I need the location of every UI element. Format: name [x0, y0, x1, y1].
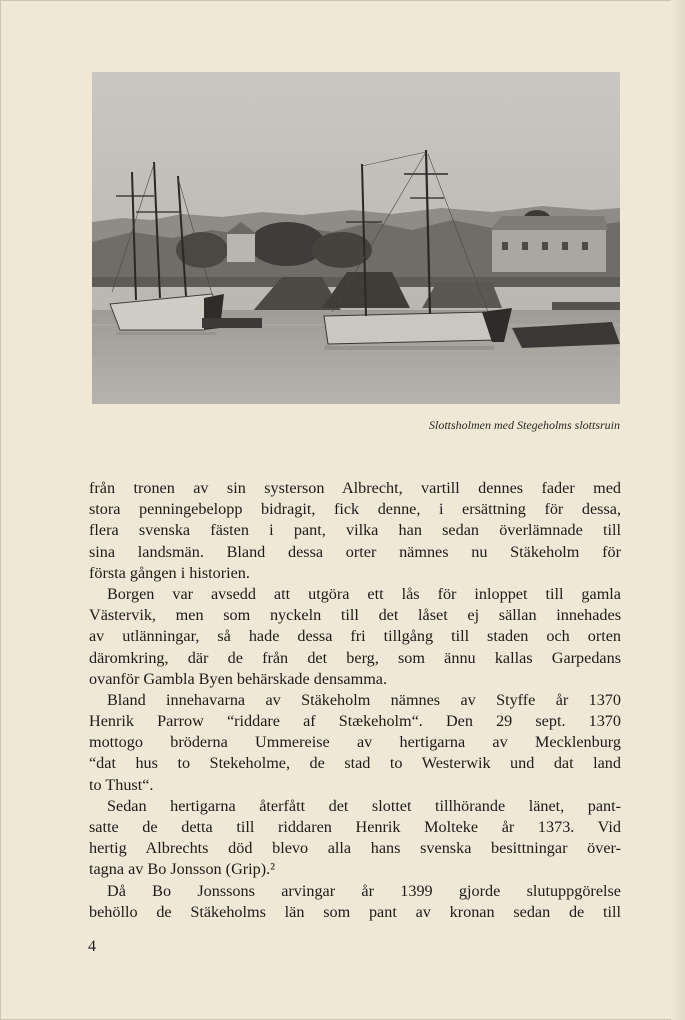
body-text-line: flera svenska fästen i pant, vilka han sedan överlämnade till [89, 521, 621, 540]
body-text-line: satte de detta till riddaren Henrik Molteke år 1373. Vid [89, 818, 621, 836]
body-text-line: Sedan hertigarna återfått det slottet tillhörande länet, pant- [107, 796, 621, 815]
body-text-line: Då Bo Jonssons arvingar år 1399 gjorde slutuppgörelse [107, 881, 621, 900]
body-text [89, 478, 621, 923]
body-text-line: hertig Albrechts död blevo alla hans svenska besittningar över- [89, 839, 621, 858]
body-text-line: däromkring, där de från det berg, som ännu kallas Garpedans [89, 648, 621, 667]
body-text-line: Västervik, men som nyckeln till det låset ej sällan innehades [89, 606, 621, 625]
body-text-line: tagna av Bo Jonsson (Grip).² [89, 860, 276, 879]
body-text-line: behöllo de Stäkeholms län som pant av kronan sedan de till [89, 902, 621, 921]
body-text-line: Borgen var avsedd att utgöra ett lås för inloppet till gamla [107, 584, 621, 603]
body-text-line: Henrik Parrow “riddare af Stækeholm“. Den 29 sept. 1370 [89, 712, 621, 731]
body-text-line: “dat hus to Stekeholme, de stad to Westerwik und dat land [89, 754, 621, 773]
body-text-line: stora penningebelopp bidragit, fick denne, i ersättning för dessa, [89, 500, 621, 519]
body-text-line: ovanför Gambla Byen behärskade densamma. [89, 669, 388, 688]
body-text-line: Bland innehavarna av Stäkeholm nämnes av Styffe år 1370 [107, 690, 621, 709]
page-number: 4 [88, 938, 96, 955]
body-text-line: av utlänningar, så hade dessa fri tillgång till staden och orten [89, 627, 621, 646]
harbor-photo-illustration [92, 72, 620, 404]
photo-caption: Slottsholmen med Stegeholms slottsruin [429, 418, 620, 432]
body-text-line: från tronen av sin systerson Albrecht, vartill dennes fader med [89, 479, 621, 497]
harbor-photograph [92, 72, 620, 404]
body-text-line: to Thust“. [89, 775, 154, 794]
body-text-line: mottogo bröderna Ummereise av hertigarna av Mecklenburg [89, 733, 621, 752]
body-text-line: första gången i historien. [89, 563, 250, 582]
body-text-line: sina landsmän. Bland dessa orter nämnes nu Stäkeholm för [89, 542, 621, 561]
